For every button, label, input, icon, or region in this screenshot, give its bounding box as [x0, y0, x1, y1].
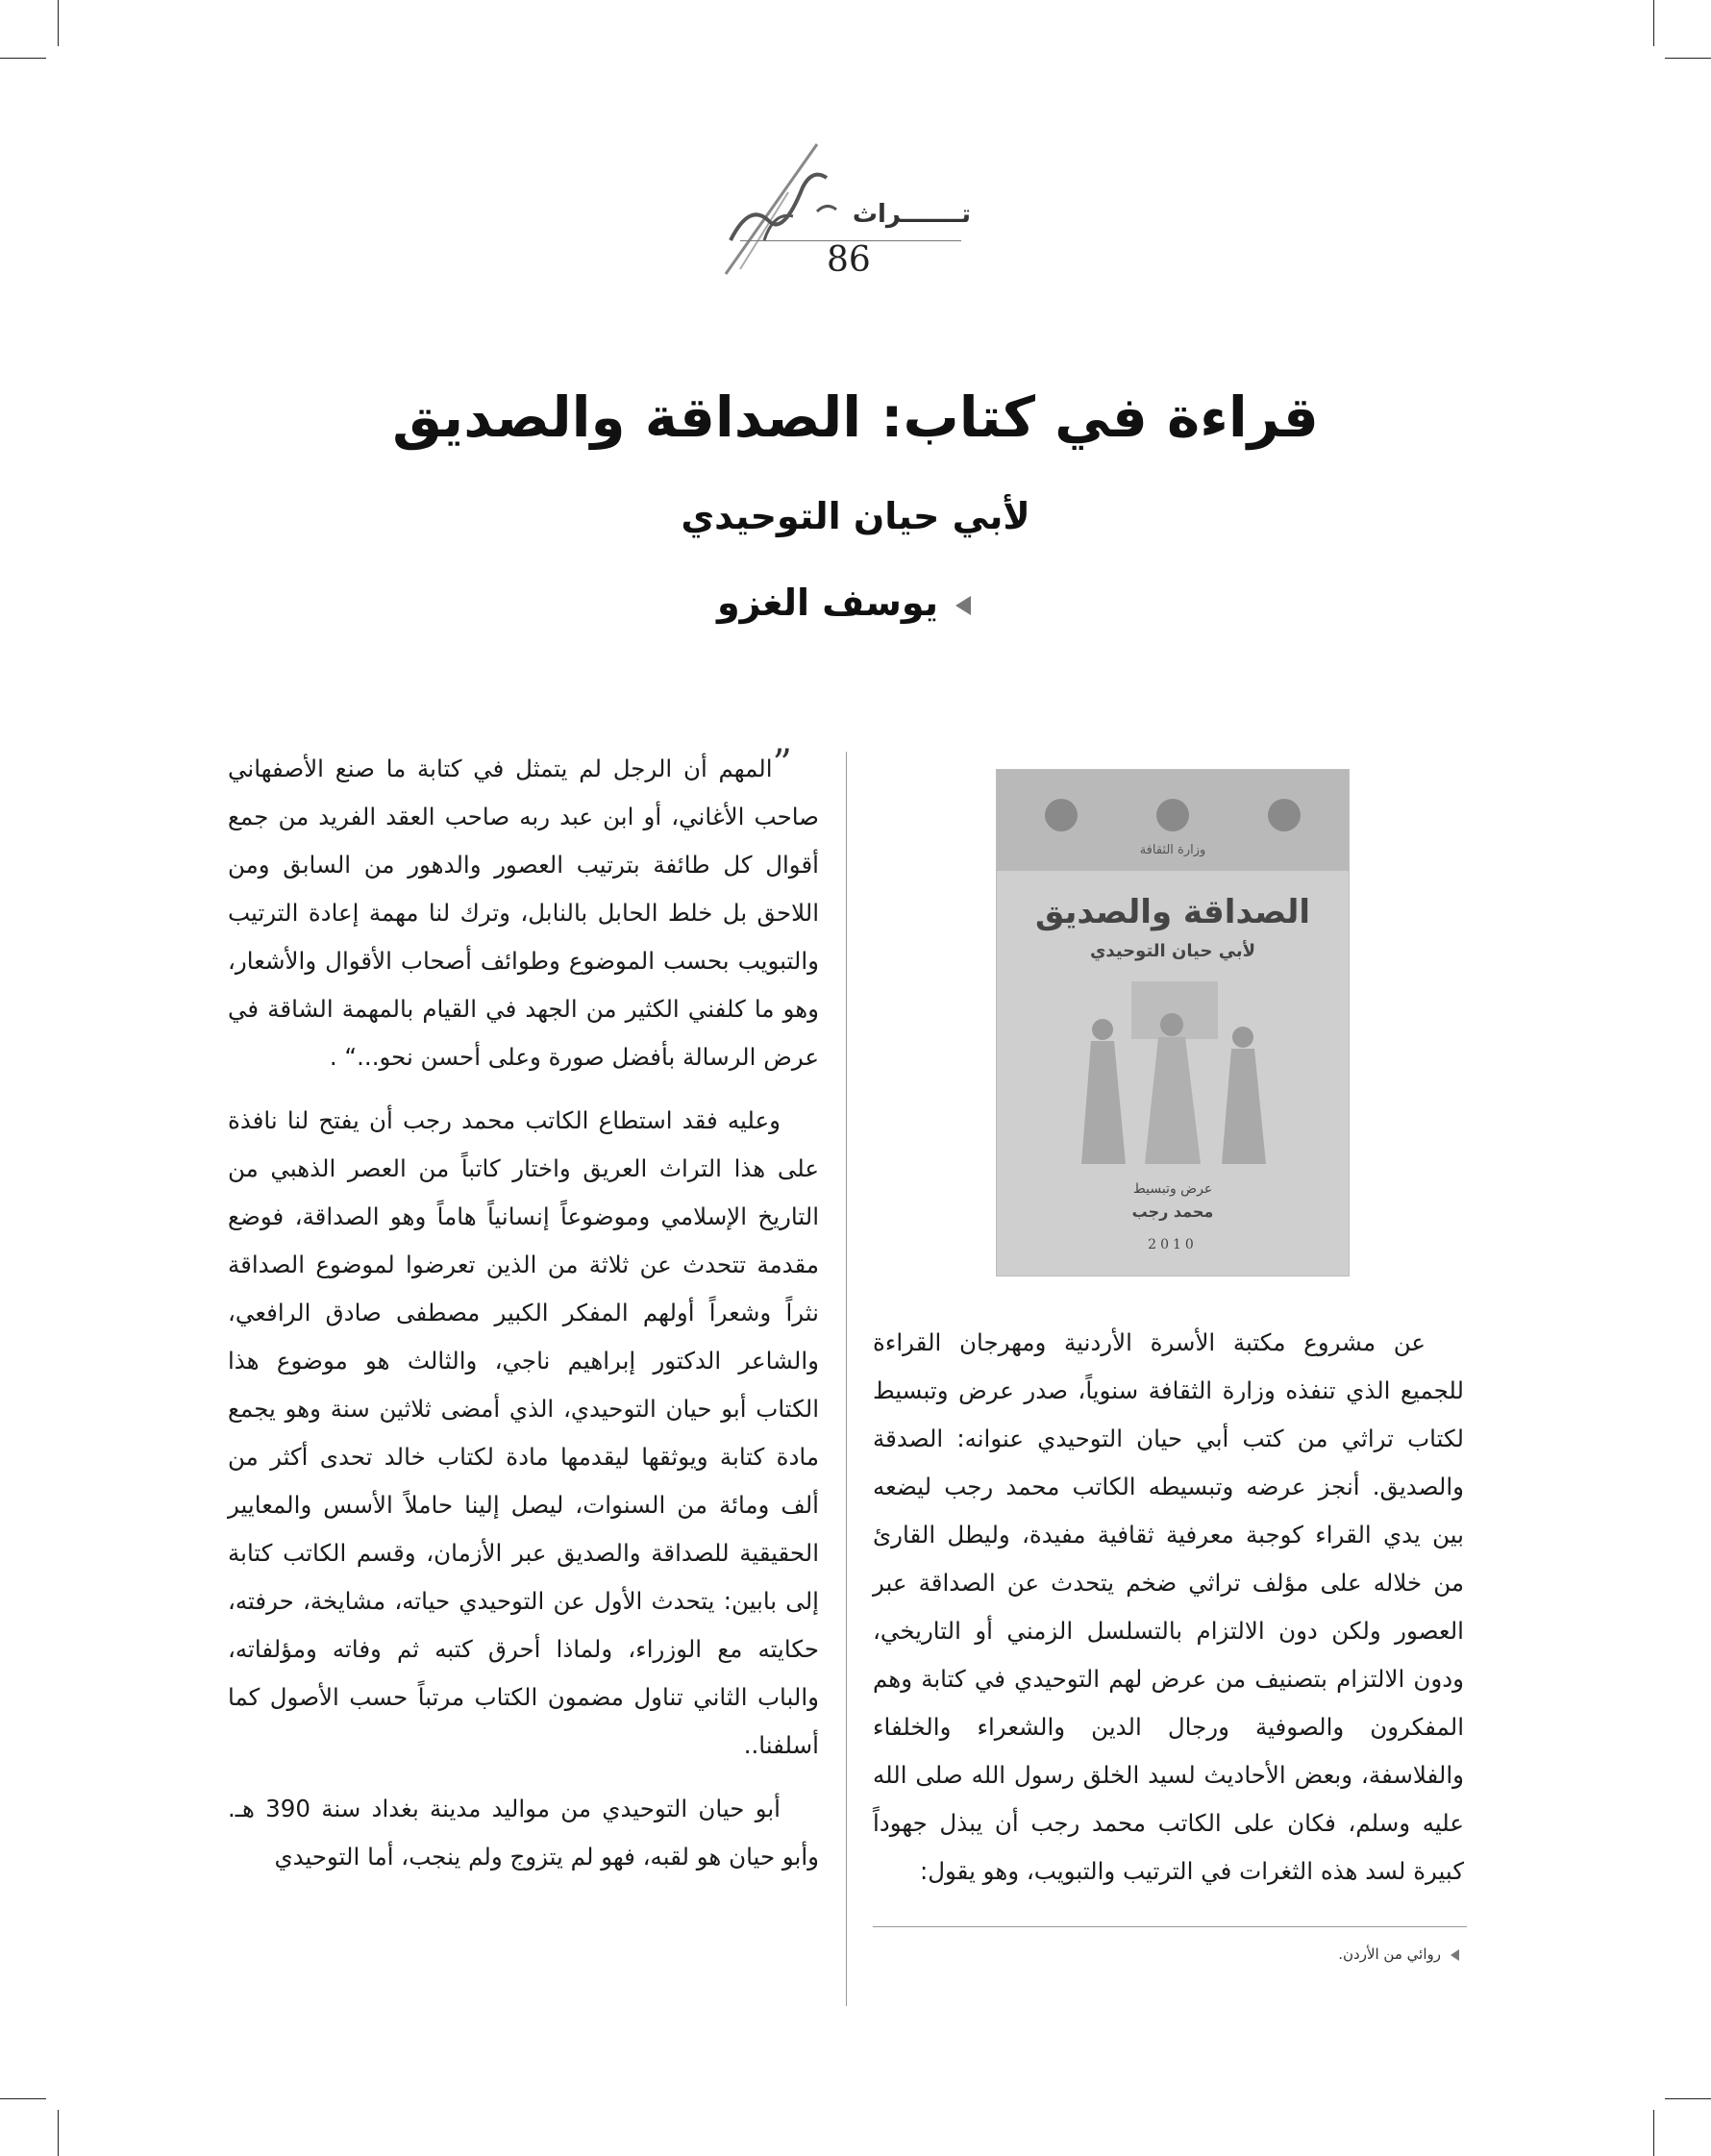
crop-mark — [0, 2098, 46, 2099]
crop-mark — [1665, 2098, 1711, 2099]
crop-mark — [58, 2110, 59, 2156]
running-header — [673, 135, 990, 279]
crop-mark — [1653, 2110, 1654, 2156]
triangle-bullet-icon — [955, 596, 971, 615]
crop-mark — [1653, 0, 1654, 46]
left-column — [228, 740, 819, 1896]
quote-open-mark: ” — [772, 742, 792, 786]
article-subtitle: لأبي حيان التوحيدي — [681, 495, 1030, 537]
paragraph: وعليه فقد استطاع الكاتب محمد رجب أن يفتح لنا نافذة على هذا التراث العريق واختار كاتباً من العصر الذهبي من التاريخ الإسلامي وموضوعاً إنسانياً هاماً وهو الصداقة، فوضع مقدمة تتحدث عن ثلاثة من الذين تعرضوا لموضوع الصداقة نثراً وشعراً أولهم المفكر الكبير مصطفى صادق الرافعي، والشاعر الدكتور إبراهيم ناجي، والثالث هو موضوع هذا الكتاب أبو حيان التوحيدي، الذي أمضى ثلاثين سنة وهو يجمع مادة كتابة ويوثقها ليقدمها مادة لكتاب خالد تحدى أكثر من ألف ومائة من السنوات، ليصل إلينا حاملاً الأسس والمعايير الحقيقية للصداقة والصديق عبر الأزمان، وقسم الكاتب كتابة إلى بابين: يتحدث الأول عن التوحيدي حياته، مشايخة، حرفته، حكايته مع الوزراء، ولماذا أحرق كتبه ثم وفاته ومؤلفاته، والباب الثاني تناول مضمون الكتاب مرتباً حسب الأصول كما أسلفنا.. — [228, 1106, 819, 1759]
triangle-bullet-icon — [1451, 1949, 1459, 1961]
page-number: 86 — [827, 240, 871, 280]
column-divider — [846, 752, 847, 2006]
crop-mark — [0, 58, 46, 59]
cover-logo-icon — [1268, 799, 1301, 831]
footnote-text: روائي من الأردن. — [1338, 1945, 1441, 1963]
crop-mark — [1665, 58, 1711, 59]
right-column — [873, 1319, 1464, 1911]
ministry-crest-icon — [1156, 799, 1189, 831]
book-cover-image — [996, 769, 1350, 1276]
cover-credit-name: محمد رجب — [1131, 1202, 1214, 1221]
crop-mark — [58, 0, 59, 46]
cover-author: لأبي حيان التوحيدي — [1089, 941, 1256, 961]
author-name: يوسف الغزو — [717, 582, 938, 624]
paragraph-text: المهم أن الرجل لم يتمثل في كتابة ما صنع الأصفهاني صاحب الأغاني، أو ابن عبد ربه صاحب العقد الفريد من جمع أقوال كل طائفة بترتيب العصور والدهور من السابق ومن اللاحق بل خلط الحابل بالنابل، وترك لنا مهمة إعادة الترتيب والتبويب بحسب الموضوع وطوائف أصحاب الأقوال والأشعار، وهو ما كلفني الكثير من الجهد في القيام بالمهمة الشاقة في عرض الرسالة بأفضل صورة وعلى أحسن نحو...“ . — [228, 755, 819, 1071]
cover-illustration-icon — [1064, 981, 1285, 1174]
cover-year: 2010 — [1148, 1237, 1198, 1252]
cover-emblem-icon — [1045, 799, 1078, 831]
footnote-rule — [873, 1926, 1467, 1927]
footnote — [1338, 1945, 1459, 1963]
paragraph: أبو حيان التوحيدي من مواليد مدينة بغداد سنة 390 هـ. وأبو حيان هو لقبه، فهو لم يتزوج ولم ينجب، أما التوحيدي — [228, 1795, 819, 1871]
cover-title: الصداقة والصديق — [1034, 893, 1311, 931]
quote-paragraph — [228, 740, 819, 1081]
article-title: قراءة في كتاب: الصداقة والصديق — [392, 384, 1319, 450]
section-label: تـــــــراث — [852, 200, 971, 229]
paragraph: عن مشروع مكتبة الأسرة الأردنية ومهرجان القراءة للجميع الذي تنفذه وزارة الثقافة سنوياً، صدر عرض وتبسيط لكتاب تراثي من كتب أبي حيان التوحيدي عنوانه: الصدقة والصديق. أنجز عرضه وتبسيطه الكاتب محمد رجب ليضعه بين يدي القراء كوجبة معرفية ثقافية مفيدة، وليطل القارئ من خلاله على مؤلف تراثي ضخم يتحدث عن الصداقة عبر العصور ولكن دون الالتزام بالتسلسل الزمني أو التاريخي، ودون الالتزام بتصنيف من عرض لهم التوحيدي في كتابة وهم المفكرون والصوفية ورجال الدين والشعراء والخلفاء والفلاسفة، وبعض الأحاديث لسيد الخلق رسول الله صلى الله عليه وسلم، فكان على الكاتب محمد رجب أن يبذل جهوداً كبيرة لسد هذه الثغرات في الترتيب والتبويب، وهو يقول: — [873, 1328, 1464, 1885]
cover-ministry: وزارة الثقافة — [1139, 843, 1206, 857]
cover-credit-line: عرض وتبسيط — [1132, 1181, 1213, 1197]
article-author — [717, 582, 971, 624]
